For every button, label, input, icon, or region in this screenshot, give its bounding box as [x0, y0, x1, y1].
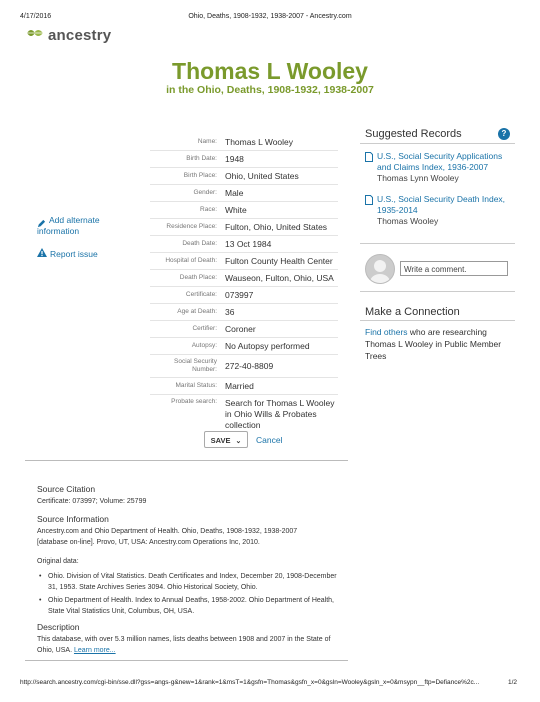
add-alternate-link[interactable] — [37, 215, 137, 237]
suggested-record-title[interactable]: U.S., Social Security Death Index, 1935-2014 — [377, 194, 506, 215]
field-value: 1948 — [225, 153, 244, 164]
pencil-icon — [37, 215, 46, 233]
field-row-race — [150, 202, 338, 219]
source-bottom-divider — [25, 660, 348, 661]
source-information-heading: Source Information — [37, 514, 109, 524]
description-text — [37, 634, 342, 656]
suggested-divider — [360, 143, 515, 144]
connection-divider — [360, 320, 515, 321]
original-data-list — [37, 571, 337, 619]
field-row-autopsy — [150, 338, 338, 355]
field-value: 36 — [225, 306, 235, 317]
suggested-record-title[interactable]: U.S., Social Security Applications and Claims Index, 1936-2007 — [377, 151, 503, 172]
probate-search-link[interactable]: Search for Thomas L Wooley in Ohio Wills & Probates collection — [225, 398, 335, 430]
field-row-death-date — [150, 236, 338, 253]
comment-input[interactable]: Write a comment. — [400, 261, 508, 276]
field-row-birth-place — [150, 168, 338, 185]
add-alternate-label: Add alternate information — [37, 215, 100, 236]
field-label: Marital Status: — [175, 382, 217, 389]
suggested-records-title: Suggested Records — [365, 128, 462, 140]
field-label: Hospital of Death: — [165, 257, 217, 264]
field-label: Birth Place: — [183, 172, 217, 179]
print-date: 4/17/2016 — [20, 13, 52, 20]
avatar — [365, 254, 395, 284]
field-row-ssn — [150, 355, 338, 378]
card-bottom-divider — [25, 460, 348, 461]
field-label: Probate search: — [171, 398, 217, 405]
record-details-table — [150, 134, 338, 440]
make-connection-text — [365, 326, 515, 362]
ancestry-leaf-icon — [26, 26, 44, 45]
record-title: Thomas L Wooley — [172, 58, 368, 84]
print-page-number: 1/2 — [508, 679, 518, 686]
save-button[interactable] — [204, 431, 248, 448]
field-row-birth-date — [150, 151, 338, 168]
field-row-certificate — [150, 287, 338, 304]
list-item: • Ohio. Division of Vital Statistics. Death Certificates and Index, December 20, 1908-December 31, 1953. State Archives Series 3094. Ohio Historical Society, Ohio. — [37, 571, 337, 593]
field-label: Name: — [197, 138, 217, 145]
help-icon[interactable]: ? — [498, 128, 510, 140]
save-label: SAVE — [210, 436, 231, 445]
report-issue-label: Report issue — [50, 249, 98, 259]
description-body: This database, with over 5.3 million names, lists deaths between 1908 and 2007 in the State of Ohio, USA. — [37, 636, 331, 654]
field-value: Fulton County Health Center — [225, 255, 333, 266]
field-value: Coroner — [225, 323, 256, 334]
field-row-death-place — [150, 270, 338, 287]
field-value: 13 Oct 1984 — [225, 238, 272, 249]
logo-text: ancestry — [48, 27, 112, 44]
field-row-name — [150, 134, 338, 151]
field-value: No Autopsy performed — [225, 340, 310, 351]
field-row-hospital — [150, 253, 338, 270]
document-icon — [365, 195, 373, 208]
suggested-record-item[interactable] — [365, 194, 515, 227]
field-row-marital-status — [150, 378, 338, 395]
print-url: http://search.ancestry.com/cgi-bin/sse.dll?gss=angs-g&new=1&rank=1&msT=1&gsfn=Thomas&gsfn_x=0&gsln=Wooley&gsln_x=0&msypn__ftp=Defiance%2c... — [20, 679, 480, 686]
field-label: Death Date: — [182, 240, 217, 247]
field-value: Wauseon, Fulton, Ohio, USA — [225, 272, 334, 283]
print-page-title: Ohio, Deaths, 1908-1932, 1938-2007 - Ancestry.com — [188, 13, 352, 20]
chevron-down-icon: ⌄ — [235, 438, 242, 445]
ancestry-logo[interactable] — [26, 26, 111, 45]
find-others-link[interactable]: Find others — [365, 327, 408, 337]
field-row-age-at-death — [150, 304, 338, 321]
field-label: Gender: — [193, 189, 217, 196]
field-value: 272-40-8809 — [225, 360, 274, 371]
field-label: Certifier: — [192, 325, 217, 332]
collection-subtitle: in the Ohio, Deaths, 1908-1932, 1938-2007 — [166, 84, 374, 96]
cancel-link[interactable]: Cancel — [256, 435, 283, 445]
field-value: Thomas L Wooley — [225, 136, 294, 147]
document-icon — [365, 152, 373, 165]
warning-icon — [37, 244, 47, 262]
field-label: Death Place: — [179, 274, 217, 281]
comment-bottom-divider — [360, 291, 515, 292]
suggested-record-name: Thomas Lynn Wooley — [377, 173, 459, 183]
learn-more-link[interactable]: Learn more... — [73, 647, 116, 654]
original-data-heading: Original data: — [37, 558, 79, 565]
source-information-text: Ancestry.com and Ohio Department of Health. Ohio, Deaths, 1908-1932, 1938-2007 [database on-line]. Provo, UT, USA: Ancestry.com Operations Inc, 2010. — [37, 528, 298, 546]
field-value: Married — [225, 380, 254, 391]
field-row-certifier — [150, 321, 338, 338]
list-item: • Ohio Department of Health. Index to Annual Deaths, 1958-2002. Ohio Department of Health, State Vital Statistics Unit, Columbus, OH, USA. — [37, 595, 337, 617]
field-row-residence-place — [150, 219, 338, 236]
field-label: Age at Death: — [177, 308, 217, 315]
report-issue-link[interactable] — [37, 244, 98, 262]
field-value: Male — [225, 187, 244, 198]
description-heading: Description — [37, 622, 80, 632]
suggested-record-name: Thomas Wooley — [377, 216, 439, 226]
field-label: Residence Place: — [166, 223, 217, 230]
field-value: White — [225, 204, 247, 215]
field-label: Autopsy: — [191, 342, 217, 349]
field-label: Social Security Number: — [174, 358, 217, 373]
field-label: Race: — [200, 206, 217, 213]
field-label: Certificate: — [185, 291, 217, 298]
source-citation-text: Certificate: 073997; Volume: 25799 — [37, 498, 147, 505]
field-label: Birth Date: — [186, 155, 217, 162]
suggested-record-item[interactable] — [365, 151, 515, 184]
make-connection-title: Make a Connection — [365, 306, 460, 318]
field-value: 073997 — [225, 289, 254, 300]
field-value: Ohio, United States — [225, 170, 299, 181]
field-row-gender — [150, 185, 338, 202]
comment-top-divider — [360, 243, 515, 244]
field-value: Fulton, Ohio, United States — [225, 221, 328, 232]
source-citation-heading: Source Citation — [37, 484, 96, 494]
connection-description: who are researching Thomas L Wooley in Public Member Trees — [365, 327, 502, 361]
